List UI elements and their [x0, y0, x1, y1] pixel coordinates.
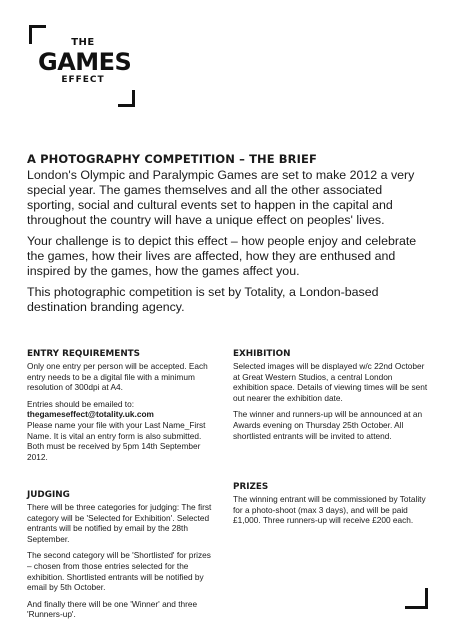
- prizes-heading: PRIZES: [233, 482, 269, 492]
- exhibition-heading: EXHIBITION: [233, 349, 291, 359]
- exhibition-section: [233, 349, 429, 447]
- entry-requirements-section: [27, 349, 217, 468]
- brief-paragraph-2: Your challenge is to depict this effect – how people enjoy and celebrate the games, how their lives are affected, how they are enthused and inspired by the games, how the games affect you.: [27, 234, 417, 278]
- brief-section: [27, 152, 427, 321]
- prizes-section: [233, 482, 429, 532]
- brief-paragraph-1: London's Olympic and Paralympic Games are set to make 2012 a very special year. The games themselves and all the other associated sporting, social and cultural events set to happen in the capital and throughout the country will have a unique effect on peoples' lives.: [27, 168, 415, 227]
- logo-games: GAMES: [38, 48, 132, 76]
- logo-corner-bracket: [118, 90, 135, 107]
- entry-email-address[interactable]: thegameseffect@totality.uk.com: [27, 409, 154, 420]
- exhibition-paragraph-1: Selected images will be displayed w/c 22nd October at Great Western Studios, a central London exhibition space. Details of viewing times will be sent out nearer the exhibition date.: [233, 361, 428, 403]
- brief-title: A PHOTOGRAPHY COMPETITION – THE BRIEF: [27, 152, 317, 166]
- entry-email-intro: Entries should be emailed to:: [27, 398, 135, 409]
- judging-paragraph-1: There will be three categories for judging: The first category will be 'Selected for Exhibition'. Selected entrants will be notified by email by the 28th September.: [27, 502, 212, 544]
- judging-paragraph-3: And finally there will be one 'Winner' and three 'Runners-up'.: [27, 598, 198, 620]
- exhibition-paragraph-2: The winner and runners-up will be announced at an Awards evening on Thursday 25th October. All shortlisted entrants will be invited to attend.: [233, 409, 423, 441]
- brief-paragraph-3: This photographic competition is set by Totality, a London-based destination branding agency.: [27, 285, 379, 314]
- judging-paragraph-2: The second category will be 'Shortlisted' for prizes – chosen from those entries selected for the exhibition. Shortlisted entrants will be notified by email by 5th October.: [27, 550, 211, 593]
- logo-effect: EFFECT: [61, 75, 105, 85]
- entry-paragraph-2: [27, 399, 217, 463]
- judging-heading: JUDGING: [27, 490, 70, 500]
- entry-submission-details: Please name your file with your Last Name_First Name. It is vital an entry form is also submitted. Both must be received by 5pm 14th September 2012.: [27, 419, 206, 462]
- corner-bracket-bottom-right: [405, 588, 428, 609]
- judging-section: [27, 490, 217, 626]
- games-effect-logo: [38, 37, 132, 86]
- entry-paragraph-1: Only one entry per person will be accepted. Each entry needs to be a digital file with a minimum resolution of 300dpi at A4.: [27, 361, 208, 393]
- entry-requirements-heading: ENTRY REQUIREMENTS: [27, 349, 141, 359]
- prizes-paragraph-1: The winning entrant will be commissioned by Totality for a photo-shoot (max 3 days), and will be paid £1,000. Three runners-up will receive £200 each.: [233, 494, 426, 526]
- logo-the: THE: [71, 37, 95, 48]
